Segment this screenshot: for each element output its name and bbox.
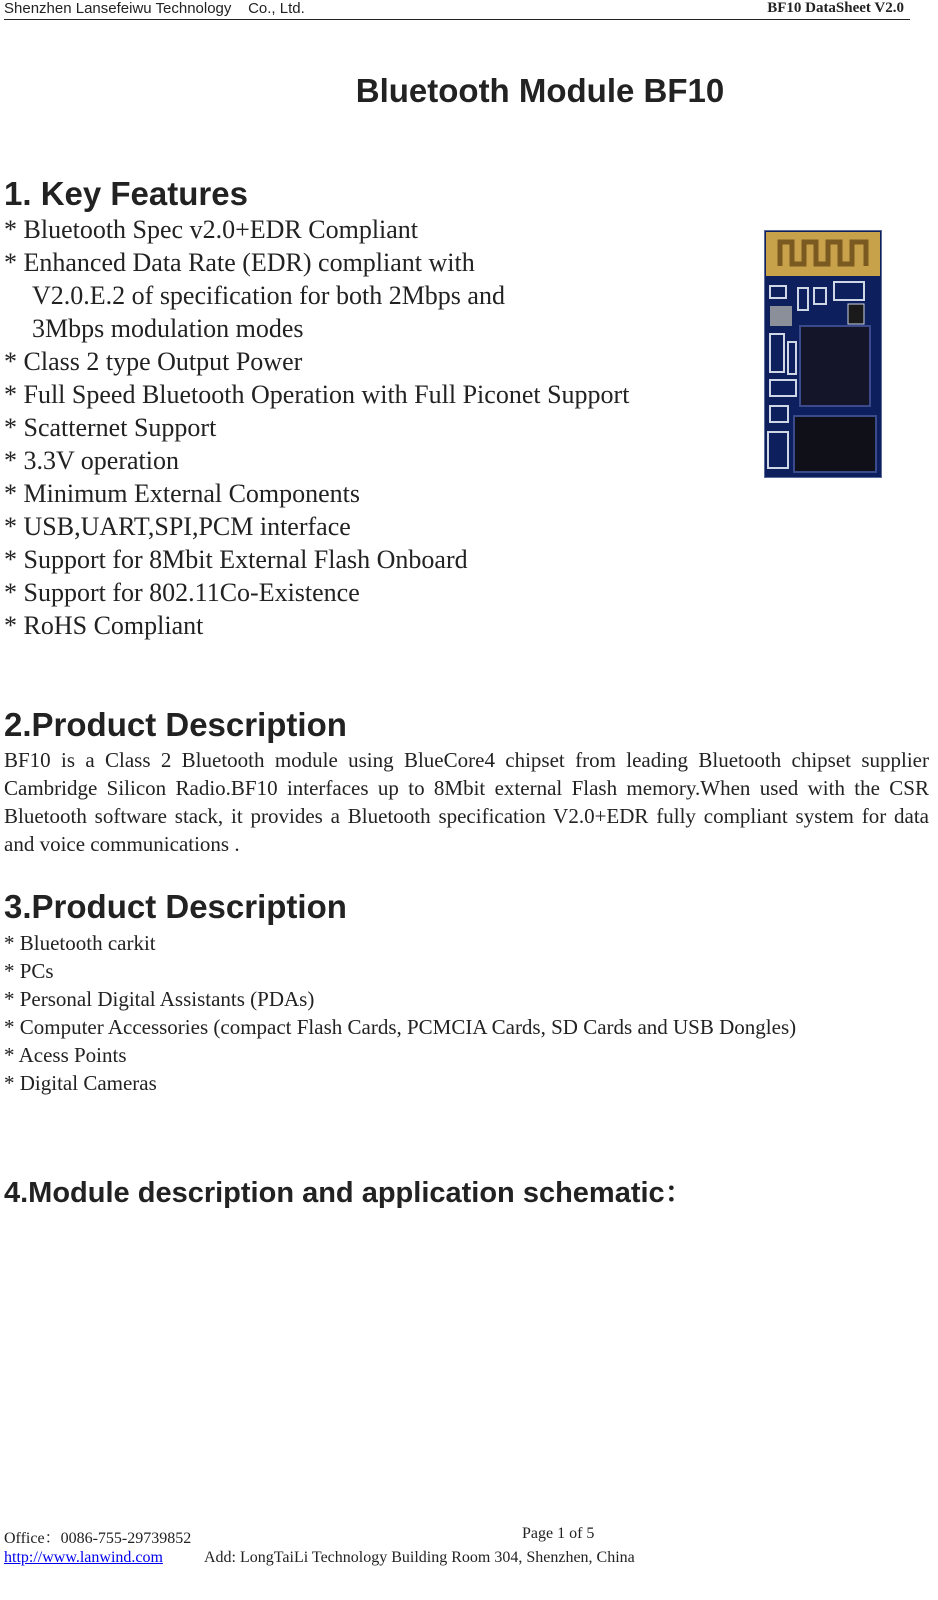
page-header [4, 0, 910, 20]
list-item: * Bluetooth carkit [4, 931, 156, 955]
office-phone: Office：0086-755-29739852 [4, 1530, 192, 1547]
list-item: * Bluetooth Spec v2.0+EDR Compliant [4, 215, 419, 244]
list-item: * Minimum External Components [4, 479, 361, 508]
page-number: Page 1 of 5 [522, 1525, 595, 1542]
list-item: * 3.3V operation [4, 446, 179, 475]
list-item: * Scatternet Support [4, 413, 217, 442]
list-item: * Class 2 type Output Power [4, 347, 303, 376]
list-item: V2.0.E.2 of specification for both 2Mbps and [32, 281, 505, 310]
document-title: Bluetooth Module BF10 [355, 72, 725, 109]
section-module-schematic-heading: 4.Module description and application schematic： [4, 1177, 694, 1209]
company-name: Shenzhen Lansefeiwu Technology Co., Ltd. [4, 0, 305, 17]
product-description-text: BF10 is a Class 2 Bluetooth module using BlueCore4 chipset from leading Bluetooth chipset supplier Cambridge Silicon Radio.BF10 interfaces up to 8Mbit external Flash memory.When used with the CSR Bluetooth software stack, it provides a Bluetooth specification V2.0+EDR fully compliant system for data and voice communications . [4, 748, 929, 856]
list-item: * PCs [4, 959, 54, 983]
list-item: * Support for 802.11Co-Existence [4, 578, 360, 607]
list-item: * Computer Accessories (compact Flash Cards, PCMCIA Cards, SD Cards and USB Dongles) [4, 1015, 797, 1039]
list-item: * Enhanced Data Rate (EDR) compliant with [4, 248, 475, 277]
applications-list [4, 929, 904, 1097]
document-id: BF10 DataSheet V2.0 [767, 0, 904, 16]
list-item: * RoHS Compliant [4, 611, 204, 640]
website-link[interactable]: http://www.lanwind.com [4, 1549, 163, 1566]
list-item: * Digital Cameras [4, 1071, 157, 1095]
key-features-list [4, 213, 744, 642]
list-item: 3Mbps modulation modes [32, 314, 304, 343]
list-item: * Full Speed Bluetooth Operation with Full Piconet Support [4, 380, 630, 409]
list-item: * USB,UART,SPI,PCM interface [4, 512, 351, 541]
bluetooth-module-image [764, 230, 882, 478]
list-item: * Acess Points [4, 1043, 127, 1067]
section-key-features-heading: 1. Key Features [4, 175, 248, 212]
list-item: * Personal Digital Assistants (PDAs) [4, 987, 315, 1011]
company-address: Add: LongTaiLi Technology Building Room 304, Shenzhen, China [204, 1549, 635, 1566]
section-product-description-heading: 2.Product Description [4, 706, 347, 743]
section-applications-heading: 3.Product Description [4, 888, 347, 925]
list-item: * Support for 8Mbit External Flash Onboard [4, 545, 468, 574]
